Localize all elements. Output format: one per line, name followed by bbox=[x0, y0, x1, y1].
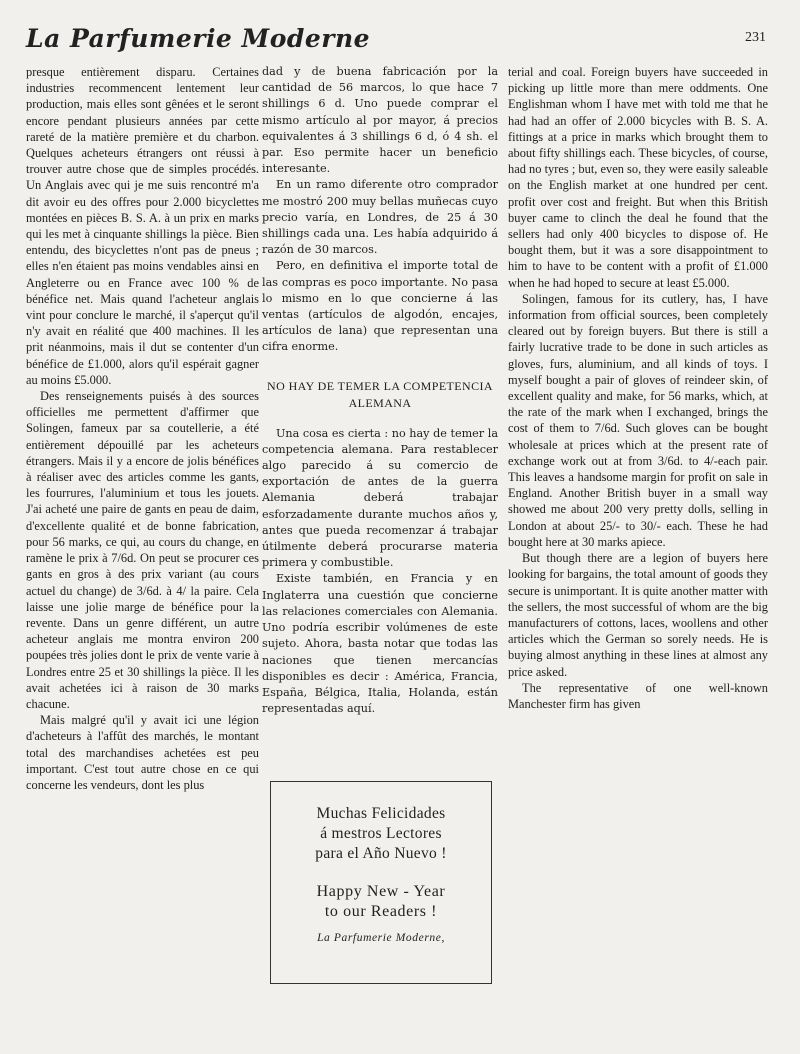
paragraph: Existe también, en Francia y en Inglaterra una cuestión que concierne las relaciones comerciales con Alemania. Uno podría escribir volúmenes de este sujeto. Ahora, basta notar que todas las naciones que tienen mercancías disponibles es decir : América, Francia, España, Bélgica, Italia, Holanda, están representadas aquí. bbox=[262, 572, 498, 716]
greeting-line: Happy New - Year bbox=[316, 883, 446, 900]
new-year-greeting-box bbox=[270, 781, 492, 984]
paragraph: presque entièrement disparu. Certaines industries recommencent lentement leur production, mais elles sont gênées et le seront encore pendant plusieurs années par cette rareté de la matière première et du charbon. Quelques acheteurs étrangers ont réussi à trouver autre chose que de simples procédés. Un Anglais avec qui je me suis rencontré m'a dit avoir eu des offres pour 2.000 bicyclettes montées en pièces B. S. A. à un prix en marks qui les met à cinquante shillings la pièce. Bien entendu, des bicyclettes n'ont pas de pneus ; elles n'en étaient pas moins vendables ainsi en Angleterre ou en France avec 100 % de bénéfice net. Mais quand l'acheteur anglais vint pour conclure le marché, il s'aperçut qu'il n'y avait en réalité que 400 machines. Il les prit néanmoins, mais il dut se contenter d'un bénéfice de £1.000, alors qu'il espérait gagner au moins £5.000. bbox=[26, 65, 259, 387]
section-heading: NO HAY DE TEMER LA COMPETENCIA ALEMANA bbox=[267, 378, 493, 410]
paragraph: Mais malgré qu'il y avait ici une légion d'acheteurs à l'affût des marchés, le montant total des marchandises achetées est peu important. C'est tout autre chose en ce qui concerne les vendeurs, dont les plus bbox=[26, 713, 259, 792]
column-french bbox=[26, 64, 259, 793]
greeting-signature: La Parfumerie Moderne, bbox=[317, 932, 445, 944]
greeting-line: Muchas Felicidades bbox=[316, 805, 446, 822]
paragraph: But though there are a legion of buyers here looking for bargains, the total amount of goods they secure is unimportant. It is quite another matter with the sellers, the most successful of whom are the big manufacturers of cottons, laces, woollens and other articles which the German so sorely needs. He is buying almost anything in these lines at almost any price asked. bbox=[508, 551, 768, 679]
greeting-line: á mestros Lectores bbox=[320, 825, 442, 842]
paragraph: Des renseignements puisés à des sources officielles me permettent d'affirmer que Solingen, fameux par sa coutellerie, a été entièrement dépouillé par les acheteurs étrangers. Mais il y a encore de jolis bénéfices à réaliser avec des articles comme les gants, les fourrures, l'aluminium et tous les jouets. J'ai acheté une paire de gants en peau de daim, d'excellente qualité et de bonne fabrication, pour 56 marks, ce qui, au cours du change, en ramène le prix à 7/6d. On peut se procurer ces gants en gros à des prix variant (au cours actuel du change) de 3/6d. à 4/ la paire. Cela laisse une jolie marge de bénéfice pour la revente. Dans un genre différent, un autre acheteur anglais me montra environ 200 poupées très jolies dont le prix de vente varie à Londres entre 25 et 30 shillings la pièce. Il les avait achetées ici à raison de 30 marks chacune. bbox=[26, 389, 259, 711]
greeting-line: para el Año Nuevo ! bbox=[315, 845, 447, 862]
paragraph: Una cosa es cierta : no hay de temer la competencia alemana. Para restablecer algo parecido á su comercio de exportación de antes de la guerra Alemania deberá trabajar esforzadamente durante muchos años y, antes que pueda recomenzar á trabajar útilmente deberá procurarse materia primera y combustible. bbox=[262, 426, 498, 570]
greeting-english bbox=[271, 882, 491, 922]
paragraph: En un ramo diferente otro comprador me mostró 200 muy bellas muñecas cuyo precio varía, en Londres, de 25 á 30 shillings cada una. Les había adquirido á razón de 30 marcos. bbox=[262, 178, 498, 257]
greeting-line: to our Readers ! bbox=[324, 903, 438, 920]
masthead bbox=[26, 24, 776, 54]
column-spanish bbox=[262, 64, 498, 717]
paragraph: dad y de buena fabricación por la cantidad de 56 marcos, lo que hace 7 shillings 6 d. Uno puede comprar el mismo artículo al por mayor, á precios equivalentes á 3 shillings 6 d, ó 4 sh. el par. Eso permite hacer un beneficio interesante. bbox=[262, 65, 498, 176]
page-number: 231 bbox=[745, 30, 766, 45]
column-english bbox=[508, 64, 768, 712]
paragraph: Solingen, famous for its cutlery, has, I have information from official sources, been completely cleared out by foreign buyers. But there is still a fairly lucrative trade to be done in such articles as gloves, furs, aluminium, and all kinds of toys. I myself bought a pair of gloves of reindeer skin, of excellent quality and make, for 56 marks, which, at the rate of the mark when I exchanged, brings the cost of them to 7/6d. Such gloves can be bought wholesale at prices which at the present rate of exchange work out at from 3/6d. to 4/-each pair. This leaves a handsome margin for profit on sale in England. Another British buyer in a small way showed me about 200 very pretty dolls, selling in London at about 25/- to 30/- each. These he had bought here at 30 marks apiece. bbox=[508, 291, 768, 549]
paragraph: terial and coal. Foreign buyers have succeeded in picking up little more than mere oddments. One Englishman whom I have met with told me that he had had an offer of 2.000 bicycles with B. S. A. fittings at a price in marks which brought them to about fifty shillings each. These bicycles, of course, had no tyres ; but, even so, they were easily saleable on the English market at one hundred per cent. profit over cost and freight. But when this British buyer came to clinch the deal he found that the sellers had only 400 bicycles to dispose of. He bought them, but it was a sore disappointment to him to have to be content with a profit of £1.000 when he had hoped to secure at least £5.000. bbox=[508, 65, 768, 290]
magazine-title: La Parfumerie Moderne bbox=[26, 24, 371, 53]
greeting-spanish bbox=[271, 804, 491, 864]
paragraph: Pero, en definitiva el importe total de las compras es poco importante. No pasa lo mismo en lo que concierne á las ventas (artículos de algodón, encajes, artículos de lana) que representan una cifra enorme. bbox=[262, 259, 498, 354]
paragraph: The representative of one well-known Manchester firm has given bbox=[508, 680, 768, 711]
